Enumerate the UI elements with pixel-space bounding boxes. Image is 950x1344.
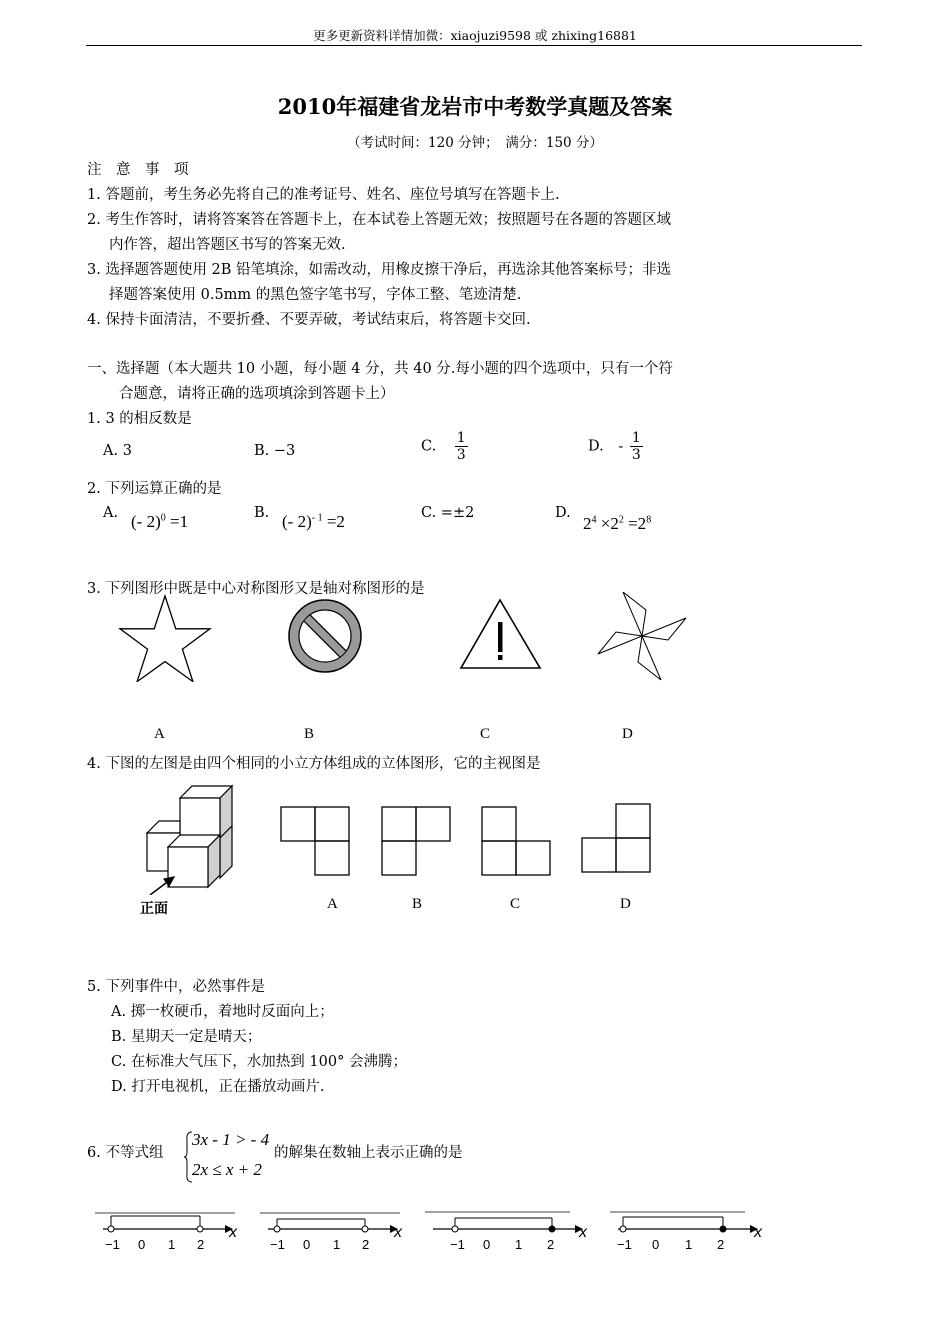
svg-text:−1: −1 xyxy=(450,1237,465,1252)
note-line: 内作答，超出答题区书写的答案无效. xyxy=(109,237,346,253)
option-letter: D. xyxy=(588,438,604,455)
svg-text:x: x xyxy=(394,1224,402,1241)
svg-text:0: 0 xyxy=(138,1237,146,1252)
question-4-stem: 4. 下图的左图是由四个相同的小立方体组成的立体图形，它的主视图是 xyxy=(87,756,541,772)
number-line-b xyxy=(260,1213,403,1252)
fraction: $\frac{1}{3}$ xyxy=(631,430,641,463)
svg-text:1: 1 xyxy=(333,1237,341,1252)
star-figure xyxy=(120,596,210,682)
question-3-stem: 3. 下列图形中既是中心对称图形又是轴对称图形的是 xyxy=(87,581,425,597)
note-line: 1. 答题前，考生务必先将自己的准考证号、姓名、座位号填写在答题卡上. xyxy=(87,187,560,203)
q2-option-d-letter: D. xyxy=(555,505,571,521)
svg-text:2: 2 xyxy=(547,1237,555,1252)
svg-text:0: 0 xyxy=(303,1237,311,1252)
q2-option-c: C. =±2 xyxy=(421,505,475,521)
inequality-2: 2x ≤ x + 2 xyxy=(192,1160,262,1179)
svg-text:2: 2 xyxy=(362,1237,370,1252)
svg-text:1: 1 xyxy=(515,1237,523,1252)
q4-label-c: C xyxy=(510,896,521,912)
question-6-suffix: 的解集在数轴上表示正确的是 xyxy=(274,1145,463,1161)
q3-figures xyxy=(110,592,700,682)
svg-text:x: x xyxy=(579,1224,587,1241)
q3-label-a: A xyxy=(154,726,165,742)
svg-text:0: 0 xyxy=(652,1237,660,1252)
q5-option-c: C. 在标准大气压下，水加热到 100° 会沸腾； xyxy=(111,1054,407,1070)
q5-option-b: B. 星期天一定是晴天； xyxy=(111,1029,262,1045)
note-line: 4. 保持卡面清洁，不要折叠、不要弄破，考试结束后，将答题卡交回. xyxy=(87,312,531,328)
note-line: 2. 考生作答时，请将答案答在答题卡上，在本试卷上答题无效；按照题号在各题的答题区域 xyxy=(87,212,671,228)
question-1-stem: 1. 3 的相反数是 xyxy=(87,411,192,427)
svg-text:1: 1 xyxy=(168,1237,176,1252)
number-line-d xyxy=(610,1212,763,1252)
svg-text:x: x xyxy=(754,1224,762,1241)
note-line: 择题答案使用 0.5mm 的黑色签字笔书写，字体工整、笔迹清楚. xyxy=(109,287,522,303)
warning-triangle-figure xyxy=(461,600,540,668)
note-line: 3. 选择题答题使用 2B 铅笔填涂，如需改动，用橡皮擦干净后，再选涂其他答案标号；非选 xyxy=(87,262,672,278)
option-letter: C. xyxy=(421,438,437,455)
q1-option-a: A. 3 xyxy=(103,443,132,459)
fraction: $\frac{1}{3}$ xyxy=(456,430,466,463)
section-heading-cont: 合题意，请将正确的选项填涂到答题卡上） xyxy=(119,386,395,402)
svg-text:−1: −1 xyxy=(270,1237,285,1252)
q3-label-b: B xyxy=(304,726,315,742)
notes-heading: 注 意 事 项 xyxy=(87,162,189,178)
minus-sign: - xyxy=(618,438,624,455)
svg-text:2: 2 xyxy=(717,1237,725,1252)
q2-option-d: $2^4 \times 2^2 =2^8$ xyxy=(583,514,652,533)
q4-label-a: A xyxy=(327,896,338,912)
page-title: 2010年福建省龙岩市中考数学真题及答案 xyxy=(277,94,673,119)
view-option-d xyxy=(582,804,650,872)
header-rule xyxy=(86,45,862,46)
view-option-b xyxy=(382,807,450,875)
svg-text:−1: −1 xyxy=(105,1237,120,1252)
prohibition-sign-figure xyxy=(289,600,361,672)
svg-text:x: x xyxy=(229,1224,237,1241)
q5-option-a: A. 掷一枚硬币，着地时反面向上； xyxy=(111,1004,334,1020)
q3-label-c: C xyxy=(480,726,491,742)
svg-text:2: 2 xyxy=(197,1237,205,1252)
section-heading: 一、选择题（本大题共 10 小题，每小题 4 分，共 40 分.每小题的四个选项中，只有一个符 xyxy=(87,361,673,377)
svg-text:0: 0 xyxy=(483,1237,491,1252)
q4-figures xyxy=(130,780,670,895)
page-header: 更多更新资料详情加微：xiaojuzi9598 或 zhixing16881 xyxy=(313,28,637,43)
q5-option-d: D. 打开电视机，正在播放动画片. xyxy=(111,1079,325,1095)
number-line-c xyxy=(425,1212,588,1252)
number-line-options xyxy=(95,1205,775,1255)
q2-option-b-letter: B. xyxy=(254,505,270,521)
svg-text:1: 1 xyxy=(685,1237,693,1252)
svg-text:−1: −1 xyxy=(617,1237,632,1252)
view-option-c xyxy=(482,807,550,875)
q1-option-b: B. −3 xyxy=(254,443,296,459)
q2-option-a-letter: A. xyxy=(103,505,119,521)
q3-label-d: D xyxy=(622,726,633,742)
view-option-a xyxy=(281,807,349,875)
question-2-stem: 2. 下列运算正确的是 xyxy=(87,481,222,497)
inequality-1: 3x - 1 > - 4 xyxy=(192,1130,270,1149)
q2-option-a: (- 2)$^0$ =1 xyxy=(131,512,189,531)
exam-info: （考试时间：120 分钟； 满分：150 分） xyxy=(347,135,603,151)
cube-stack-figure xyxy=(147,786,232,895)
pinwheel-figure xyxy=(598,592,686,680)
q4-label-d: D xyxy=(620,896,631,912)
q1-option-d xyxy=(588,430,643,463)
front-label: 正面 xyxy=(140,900,168,916)
question-5-stem: 5. 下列事件中，必然事件是 xyxy=(87,979,265,995)
number-line-a xyxy=(95,1213,238,1252)
question-6-prefix: 6. 不等式组 xyxy=(87,1145,164,1161)
q1-option-c xyxy=(421,430,468,463)
q4-label-b: B xyxy=(412,896,423,912)
q2-option-b: (- 2)$^{- 1}$ =2 xyxy=(282,512,345,531)
